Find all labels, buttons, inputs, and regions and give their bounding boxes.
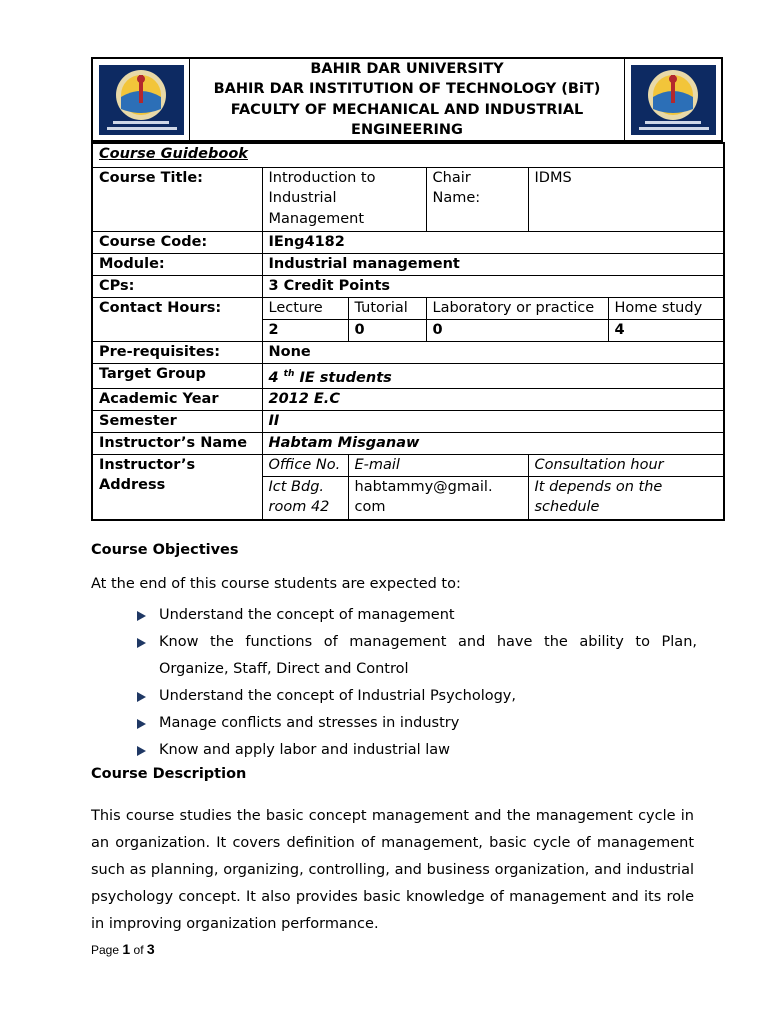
target-group-sup: th xyxy=(283,368,295,379)
address-header-email: E-mail xyxy=(348,454,528,476)
contact-value-home-study: 4 xyxy=(608,319,724,341)
course-code-value: IEng4182 xyxy=(262,231,724,253)
header-line-4: ENGINEERING xyxy=(351,122,463,138)
contact-header-lab: Laboratory or practice xyxy=(426,297,608,319)
contact-value-lecture: 2 xyxy=(262,319,348,341)
office-value: Ict Bdg. room 42 xyxy=(262,476,348,520)
bullet-arrow-icon xyxy=(137,611,146,621)
right-logo-cell xyxy=(624,59,721,140)
target-group-value xyxy=(262,363,724,388)
university-logo-icon xyxy=(631,65,716,135)
address-header-office: Office No. xyxy=(262,454,348,476)
cps-value: 3 Credit Points xyxy=(262,275,724,297)
target-group-label: Target Group xyxy=(92,363,262,388)
description-paragraph: This course studies the basic concept management and the management cycle in an organization. It covers definition of management, basic cycle of management such as planning, organizing, controlling, and business organization, and industrial psychology concept. It also provides basic knowledge of management and its role in improving organization performance. xyxy=(91,808,694,932)
contact-value-lab: 0 xyxy=(426,319,608,341)
objectives-list xyxy=(137,602,697,764)
list-item xyxy=(137,602,697,629)
chair-name-value: IDMS xyxy=(528,167,724,231)
prerequisites-label: Pre-requisites: xyxy=(92,341,262,363)
page-word: Page xyxy=(91,943,120,957)
instructor-address-label: Instructor’s Address xyxy=(92,454,262,520)
bullet-arrow-icon xyxy=(137,719,146,729)
objective-text: Understand the concept of Industrial Psychology, xyxy=(159,688,516,704)
objective-text: Know the functions of management and have the ability to Plan, Organize, Staff, Direct and Control xyxy=(159,634,697,677)
course-title-value: Introduction to Industrial Management xyxy=(262,167,426,231)
university-logo-icon xyxy=(99,65,184,135)
list-item xyxy=(137,710,697,737)
semester-value: II xyxy=(262,410,724,432)
email-value: habtammy@gmail. com xyxy=(348,476,528,520)
header-line-2: BAHIR DAR INSTITUTION OF TECHNOLOGY (BiT) xyxy=(213,81,601,97)
objectives-intro: At the end of this course students are expected to: xyxy=(91,576,461,592)
list-item xyxy=(137,629,697,683)
objective-text: Manage conflicts and stresses in industry xyxy=(159,715,460,731)
page-number: 1 xyxy=(122,941,131,957)
contact-header-lecture: Lecture xyxy=(262,297,348,319)
objective-text: Know and apply labor and industrial law xyxy=(159,742,451,758)
academic-year-label: Academic Year xyxy=(92,388,262,410)
contact-header-home-study: Home study xyxy=(608,297,724,319)
objective-text: Understand the concept of management xyxy=(159,607,455,623)
chair-name-label: Chair Name: xyxy=(426,167,528,231)
contact-hours-label: Contact Hours: xyxy=(92,297,262,341)
header-line-1: BAHIR DAR UNIVERSITY xyxy=(310,60,504,77)
university-header xyxy=(91,57,723,142)
course-guidebook-heading: Course Guidebook xyxy=(92,143,724,167)
bullet-arrow-icon xyxy=(137,692,146,702)
course-code-label: Course Code: xyxy=(92,231,262,253)
cps-label: CPs: xyxy=(92,275,262,297)
module-value: Industrial management xyxy=(262,253,724,275)
address-header-consultation: Consultation hour xyxy=(528,454,724,476)
page-footer xyxy=(91,941,155,957)
instructor-name-value: Habtam Misganaw xyxy=(262,432,724,454)
instructor-name-label: Instructor’s Name xyxy=(92,432,262,454)
consultation-value: It depends on the schedule xyxy=(528,476,724,520)
header-line-3: FACULTY OF MECHANICAL AND INDUSTRIAL xyxy=(230,101,584,118)
of-word: of xyxy=(133,943,144,957)
page-total: 3 xyxy=(146,941,155,957)
semester-label: Semester xyxy=(92,410,262,432)
list-item xyxy=(137,683,697,710)
description-heading: Course Description xyxy=(91,766,247,782)
academic-year-value: 2012 E.C xyxy=(262,388,724,410)
left-logo-cell xyxy=(93,59,190,140)
objectives-heading: Course Objectives xyxy=(91,542,239,558)
prerequisites-value: None xyxy=(262,341,724,363)
target-group-number: 4 xyxy=(268,369,279,386)
contact-value-tutorial: 0 xyxy=(348,319,426,341)
module-label: Module: xyxy=(92,253,262,275)
target-group-rest: IE students xyxy=(299,369,392,386)
bullet-arrow-icon xyxy=(137,638,146,648)
bullet-arrow-icon xyxy=(137,746,146,756)
course-title-label: Course Title: xyxy=(92,167,262,231)
header-title xyxy=(190,59,624,140)
contact-header-tutorial: Tutorial xyxy=(348,297,426,319)
course-info-table xyxy=(91,142,725,521)
list-item xyxy=(137,737,697,764)
